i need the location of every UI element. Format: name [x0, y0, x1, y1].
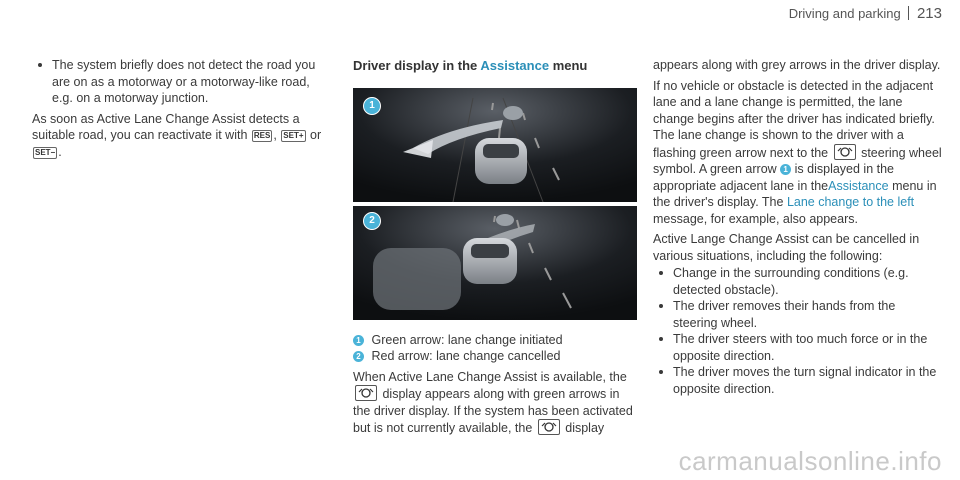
bullet-dot-icon — [659, 370, 663, 374]
figure-legend — [353, 332, 638, 365]
cancel-list — [653, 265, 943, 397]
reactivate-paragraph: As soon as Active Lane Change Assist detects a suitable road, you can reactivate it with RES , SET+ or SET− . — [32, 111, 322, 159]
list-item: The driver moves the turn signal indicator in the opposite direction. — [653, 364, 943, 397]
steering-assist-icon — [834, 144, 856, 160]
bullet-list — [32, 57, 332, 107]
adjacent-car — [373, 248, 461, 310]
column-middle — [353, 58, 638, 437]
bullet-dot-icon — [659, 271, 663, 275]
callout-1: 1 — [363, 97, 381, 115]
list-item: The driver removes their hands from the steering wheel. — [653, 298, 943, 331]
set-plus-key-icon: SET+ — [283, 131, 304, 140]
callout-ref-1: 1 — [780, 164, 791, 175]
res-key-icon: RES — [253, 131, 271, 140]
continued-text: appears along with grey arrows in the driver display. — [653, 58, 941, 72]
figure-illustration — [353, 88, 637, 320]
watermark: carmanualsonline.info — [678, 446, 942, 476]
section-heading: Driver display in the Assistance menu — [353, 58, 588, 73]
bullet-dot-icon — [659, 337, 663, 341]
bullet-dot-icon — [659, 304, 663, 308]
steering-assist-icon — [538, 419, 560, 435]
lane-change-paragraph: If no vehicle or obstacle is detected in the adjacent lane and a lane change is permitted, the lane change begins after the driver has indicated briefly. The lane change is shown to the driver with a flashing green arrow next to the steering wheel symbol. A green arrow 1 is displayed in the appropriate adjacent lane in theAssistance menu in the driver's display. The Lane change to the left message, for example, also appears. — [653, 78, 942, 226]
page-number: 213 — [916, 5, 942, 22]
display-message: Lane change to the left — [786, 195, 915, 209]
column-right — [653, 57, 943, 397]
legend-item: 1 Green arrow: lane change initiated — [353, 332, 638, 349]
steering-assist-icon — [355, 385, 377, 401]
callout-2: 2 — [363, 212, 381, 230]
driver-display-figure — [353, 88, 637, 320]
section-title: Driving and parking — [788, 6, 901, 21]
list-item: The driver steers with too much force or in the opposite direction. — [653, 331, 943, 364]
page-header — [789, 6, 942, 23]
cancel-intro: Active Lange Change Assist can be cancelled in various situations, including the following: — [653, 232, 920, 263]
list-item: The system briefly does not detect the road you are on as a motorway or a motorway-like road, e.g. on a motorway junction. — [32, 57, 332, 107]
set-minus-key-icon: SET− — [35, 147, 56, 157]
availability-paragraph: When Active Lane Change Assist is available, the display appears along with green arrows in the driver display. If the system has been activated but is not currently available, the display — [353, 369, 633, 435]
list-item: Change in the surrounding conditions (e.g. detected obstacle). — [653, 265, 943, 298]
legend-item: 2 Red arrow: lane change cancelled — [353, 348, 638, 365]
column-left — [32, 57, 332, 160]
bullet-dot-icon — [38, 63, 42, 67]
